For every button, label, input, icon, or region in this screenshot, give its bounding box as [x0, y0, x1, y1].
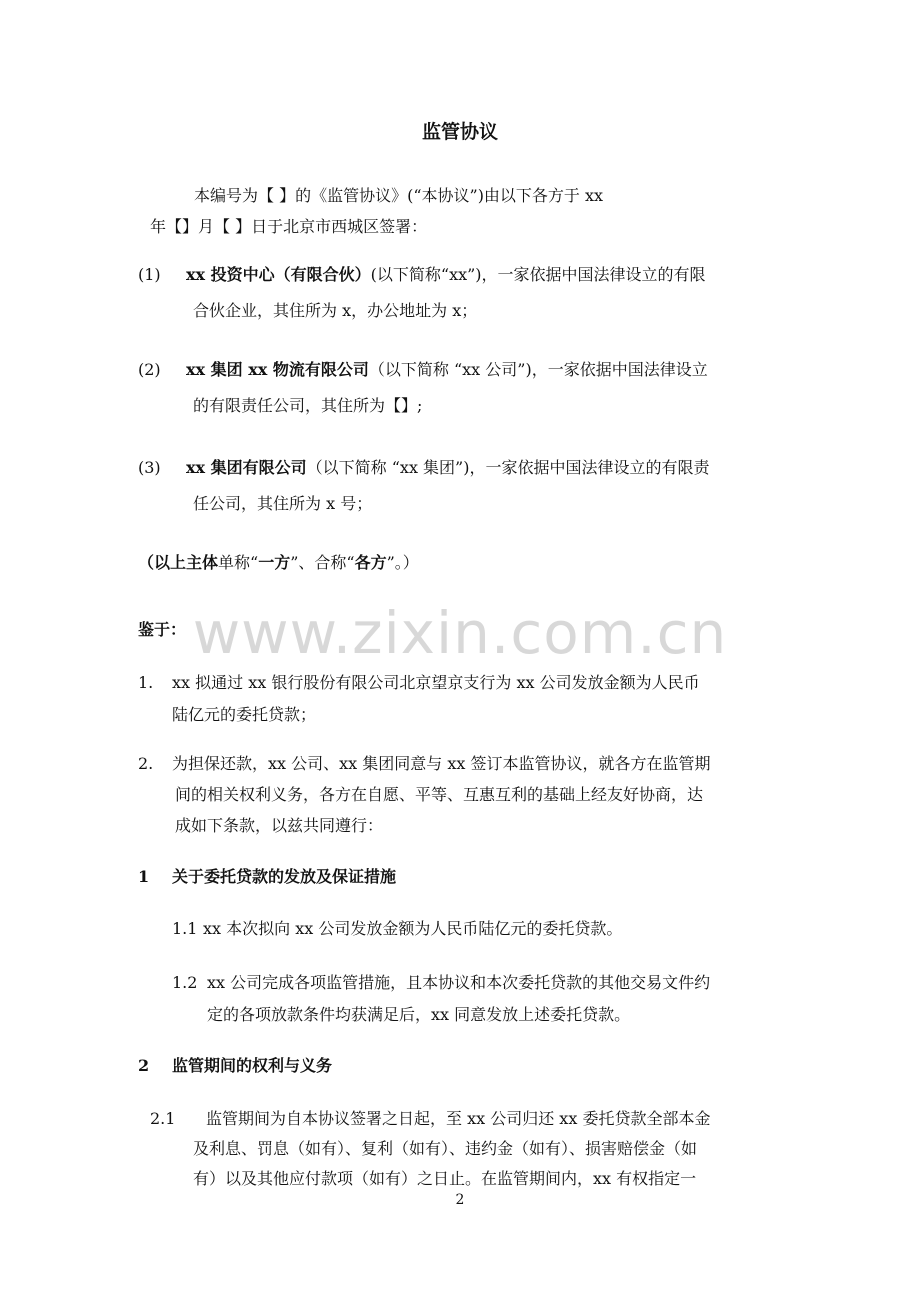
whereas-2-line-1: 为担保还款，xx 公司、xx 集团同意与 xx 签订本监管协议，就各方在监管期 [172, 754, 711, 773]
page-number: 2 [455, 1192, 465, 1208]
section-1-title: 关于委托贷款的发放及保证措施 [172, 867, 397, 886]
clause-1-2-line-1: xx 公司完成各项监管措施，且本协议和本次委托贷款的其他交易文件约 [207, 973, 711, 992]
party-3-description: （以下简称 “xx 集团”)，一家依据中国法律设立的有限责 [306, 458, 710, 477]
whereas-1-line-2: 陆亿元的委托贷款； [172, 705, 317, 724]
section-2-number: 2 [138, 1056, 150, 1075]
watermark: www.zixin.com.cn [192, 599, 728, 667]
clause-2-1-line-3: 有）以及其他应付款项（如有）之日止。在监管期间内，xx 有权指定一 [193, 1169, 697, 1188]
section-1-number: 1 [138, 867, 150, 886]
party-3-line-2: 任公司，其住所为 x 号； [193, 494, 373, 513]
party-2-line-1 [186, 356, 708, 384]
whereas-2-line-2: 间的相关权利义务，各方在自愿、平等、互惠互利的基础上经友好协商，达 [175, 785, 704, 804]
party-2-number: (2) [138, 360, 161, 379]
section-2-title: 监管期间的权利与义务 [172, 1056, 333, 1075]
party-1-line-1 [186, 261, 706, 289]
clause-1-1-text: xx 本次拟向 xx 公司发放金额为人民币陆亿元的委托贷款。 [203, 919, 623, 938]
party-2-name: xx 集团 xx 物流有限公司 [186, 360, 369, 379]
whereas-heading: 鉴于： [138, 620, 187, 639]
clause-2-1-line-1: 监管期间为自本协议签署之日起，至 xx 公司归还 xx 委托贷款全部本金 [206, 1109, 711, 1128]
party-3-name: xx 集团有限公司 [186, 458, 307, 477]
party-2-description: （以下简称 “xx 公司”)，一家依据中国法律设立 [368, 360, 708, 379]
whereas-1-number: 1. [138, 673, 154, 692]
party-1-line-2: 合伙企业，其住所为 x，办公地址为 x； [193, 301, 478, 320]
intro-line-2: 年【】月【 】日于北京市西城区签署： [150, 217, 428, 236]
collective-note: （以上主体单称“一方”、合称“各方”。） [138, 553, 419, 572]
party-3-number: (3) [138, 458, 161, 477]
party-2-line-2: 的有限责任公司，其住所为【】; [193, 396, 423, 415]
document-title: 监管协议 [421, 121, 498, 143]
clause-1-2-number: 1.2 [172, 973, 198, 992]
clause-1-1-number: 1.1 [172, 919, 198, 938]
party-1-description: (以下简称“xx”)，一家依据中国法律设立的有限 [370, 265, 706, 284]
party-1-name: xx 投资中心（有限合伙） [186, 265, 371, 284]
whereas-2-line-3: 成如下条款，以兹共同遵行： [175, 816, 384, 835]
party-3-line-1 [186, 454, 709, 482]
clause-2-1-line-2: 及利息、罚息（如有）、复利（如有）、违约金（如有）、损害赔偿金（如 [193, 1139, 698, 1158]
clause-2-1-number: 2.1 [150, 1109, 176, 1128]
party-1-number: (1) [138, 265, 161, 284]
whereas-1-line-1: xx 拟通过 xx 银行股份有限公司北京望京支行为 xx 公司发放金额为人民币 [172, 673, 700, 692]
intro-line-1: 本编号为【 】的《监管协议》(“本协议”)由以下各方于 xx [194, 186, 604, 205]
whereas-2-number: 2. [138, 754, 154, 773]
clause-1-2-line-2: 定的各项放款条件均获满足后，xx 同意发放上述委托贷款。 [207, 1005, 631, 1024]
